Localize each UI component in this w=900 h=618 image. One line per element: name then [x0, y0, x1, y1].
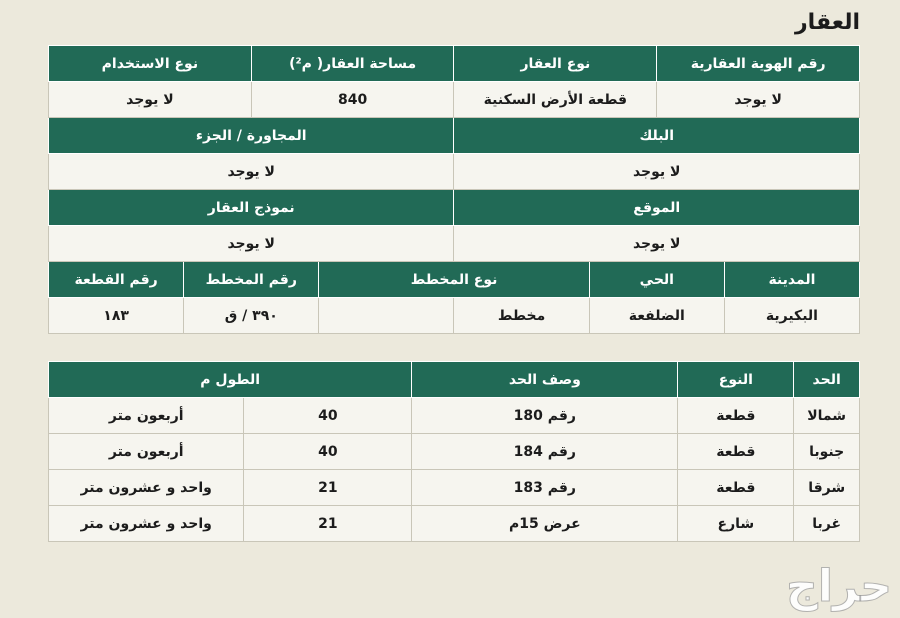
empty-cell: [319, 298, 454, 334]
value-location: لا يوجد: [454, 226, 860, 262]
value-plan-number: ٣٩٠ / ق: [184, 298, 319, 334]
boundary-length: 40: [244, 434, 412, 470]
header-block: البلك: [454, 118, 860, 154]
value-property-id: لا يوجد: [657, 82, 860, 118]
header-location: الموقع: [454, 190, 860, 226]
property-value-row-2: [49, 154, 860, 190]
boundary-side: شرقا: [794, 470, 860, 506]
header-district: الحي: [589, 262, 724, 298]
value-property-type: قطعة الأرض السكنية: [454, 82, 657, 118]
boundaries-header-row: [49, 362, 860, 398]
value-district: الضلفعة: [589, 298, 724, 334]
boundary-side: شمالا: [794, 398, 860, 434]
header-neighborhood-part: المجاورة / الجزء: [49, 118, 454, 154]
boundary-length: 21: [244, 470, 412, 506]
header-length: الطول م: [49, 362, 412, 398]
header-plan-type: نوع المخطط: [319, 262, 589, 298]
value-usage-type: لا يوجد: [49, 82, 252, 118]
watermark-logo: حراج: [786, 561, 892, 612]
property-value-row-4: [49, 298, 860, 334]
boundary-side: جنوبا: [794, 434, 860, 470]
property-header-row-2: [49, 118, 860, 154]
property-table: [48, 45, 860, 334]
boundary-length-words: أربعون متر: [49, 434, 244, 470]
value-property-area: 840: [251, 82, 454, 118]
boundary-type: شارع: [678, 506, 794, 542]
table-row: [49, 398, 860, 434]
value-property-model: لا يوجد: [49, 226, 454, 262]
header-plan-number: رقم المخطط: [184, 262, 319, 298]
header-side: الحد: [794, 362, 860, 398]
header-usage-type: نوع الاستخدام: [49, 46, 252, 82]
value-block: لا يوجد: [454, 154, 860, 190]
property-value-row-3: [49, 226, 860, 262]
table-row: [49, 470, 860, 506]
boundary-length: 21: [244, 506, 412, 542]
boundary-length-words: واحد و عشرون متر: [49, 506, 244, 542]
property-header-row-3: [49, 190, 860, 226]
boundary-type: قطعة: [678, 470, 794, 506]
property-header-row-1: [49, 46, 860, 82]
header-plot-number: رقم القطعة: [49, 262, 184, 298]
boundaries-table: [48, 361, 860, 542]
table-row: [49, 506, 860, 542]
boundary-length-words: واحد و عشرون متر: [49, 470, 244, 506]
value-plan-type: مخطط: [454, 298, 589, 334]
header-type: النوع: [678, 362, 794, 398]
value-plot-number: ١٨٣: [49, 298, 184, 334]
header-city: المدينة: [724, 262, 859, 298]
boundary-length-words: أربعون متر: [49, 398, 244, 434]
boundary-description: رقم 180: [412, 398, 678, 434]
header-property-id: رقم الهوية العقارية: [657, 46, 860, 82]
boundary-description: رقم 184: [412, 434, 678, 470]
value-neighborhood-part: لا يوجد: [49, 154, 454, 190]
value-city: البكيرية: [724, 298, 859, 334]
property-header-row-4: [49, 262, 860, 298]
header-description: وصف الحد: [412, 362, 678, 398]
table-row: [49, 434, 860, 470]
header-property-area: مساحة العقار( م²): [251, 46, 454, 82]
boundary-side: غربا: [794, 506, 860, 542]
boundary-length: 40: [244, 398, 412, 434]
boundary-type: قطعة: [678, 398, 794, 434]
header-property-model: نموذج العقار: [49, 190, 454, 226]
boundary-description: عرض 15م: [412, 506, 678, 542]
page-title: العقار: [795, 10, 860, 35]
boundary-description: رقم 183: [412, 470, 678, 506]
property-value-row-1: [49, 82, 860, 118]
boundary-type: قطعة: [678, 434, 794, 470]
header-property-type: نوع العقار: [454, 46, 657, 82]
